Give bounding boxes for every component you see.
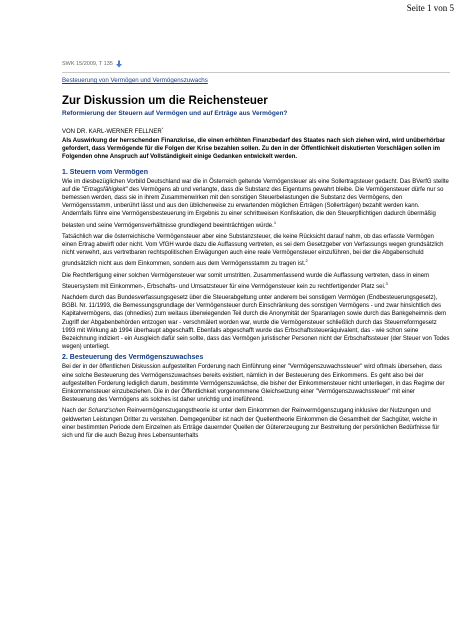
article-lead: Als Auswirkung der herrschenden Finanzkrise, die einen erhöhten Finanzbedarf des Staates nach sich ziehen wird, wird unüberhörbar gefordert, dass Vermögende für die Folgen der Krise bezahlen sollen. Zu den in der Öffentlichkeit diskutierten Vorschlägen sollen im Folgenden ohne Anspruch auf Vollständigkeit einige Gedanken entwickelt werden. (62, 138, 446, 161)
emphasis-text: "Ertragsfähigkeit" (81, 186, 128, 193)
paragraph (62, 233, 450, 269)
paragraph (62, 178, 450, 230)
paragraph (62, 272, 450, 291)
paragraph: Nachdem durch das Bundesverfassungsgesetz über die Steuerabgeltung unter anderem bei sonstigem Vermögen (Endbesteuerungsgesetz), BGBl. Nr. 11/1993, die Bemessungsgrundlage der Vermögensteuer durch Einschränkung des sonstigen Vermögens - und zwar hinsichtlich des Kapitalvermögens, das (ohnedies) zum weitaus überwiegenden Teil durch die Anonymität der Sparanlagen sowie durch das Bankgeheimnis dem Zugriff der Abgabenbehörden entzogen war - verschmälert worden war, wurde die Vermögensteuer schließlich durch das Steuerreformgesetz 1993 mit Wirkung ab 1994 überhaupt abgeschafft. Ebenfalls abgeschafft wurde das Erbschaftssteueräquivalent, das - wie schon seine Bezeichnung indiziert - ein Ausgleich dafür sein sollte, dass das Vermögen juristischer Personen nicht der Erbschaftssteuer (der Steuer von Todes wegen) unterliegt. (62, 295, 450, 351)
article-subtitle: Reformierung der Steuern auf Vermögen und auf Erträge aus Vermögen? (62, 110, 288, 117)
paragraph-text: Tatsächlich war die österreichische Vermögensteuer aber eine Substanzsteuer, die keine Rücksicht darauf nahm, ob das erfasste Vermögen einen Ertrag abwirft oder nicht. Vom VfGH wurde dazu die Auffassung vertreten, es sei dem Gesetzgeber von Verfassungs wegen grundsätzlich nicht verwehrt, aus vertretbaren rechtspolitischen Erwägungen auch eine reale Vermögensteuer einzuführen, bei der die Abgabenschuld grundsätzlich nicht aus dem Einkommen, sondern aus dem Vermögensstamm zu tragen ist. (62, 233, 444, 268)
reference-code: SWK 15/2009, T 135 (62, 61, 113, 67)
author-footnote-mark[interactable]: * (161, 126, 164, 131)
document-body (62, 60, 450, 443)
section-heading-2: 2. Besteuerung des Vermögenszuwachses (62, 354, 204, 362)
author-name: VON DR. KARL-WERNER FELLNER (62, 129, 162, 135)
article-title: Zur Diskussion um die Reichensteuer (62, 95, 268, 107)
author-line (62, 126, 450, 135)
download-arrow-icon[interactable] (115, 60, 123, 68)
reference-line (62, 60, 450, 68)
emphasis-text: Schanz'schen (88, 408, 126, 415)
paragraph-text: Die Rechtfertigung einer solchen Vermögensteuer war somit umstritten. Zusammenfassend wurde die Auffassung vertreten, dass in einem Steuersystem mit Einkommen-, Erbschafts- und Umsatzsteuer für eine Vermögensteuer kein zu rechtfertigender Platz sei. (62, 272, 430, 290)
page-number: Seite 1 von 5 (406, 3, 454, 13)
footnote-ref[interactable]: 2 (305, 258, 308, 264)
paragraph (62, 407, 450, 440)
divider (62, 72, 450, 73)
paragraph-text: des Vermögens ab und verlangte, dass die Substanz des Eigentums gewahrt bleibe. Die Vermögensteuer dürfe nur so bemessen werden, dass sie in ihrem Zusammenwirken mit den sonstigen Steuerbelastungen die Substanz des Vermögens, den Vermögensstamm, unberührt lässt und aus den üblicherweise zu erwartenden möglichen Erträgen (Sollerträgen) bezahlt werden kann. Andernfalls führe eine Vermögensbesteuerung im Ergebnis zu einer schrittweisen Konfiskation, die den Steuerpflichtigen dadurch übermäßig belasten und seine Vermögensverhältnisse grundlegend beeinträchtigen würde. (62, 186, 444, 229)
paragraph-text: Nach der (62, 408, 89, 415)
section-link[interactable]: Besteuerung von Vermögen und Vermögenszuwachs (62, 77, 208, 84)
paragraph: Bei der in der öffentlichen Diskussion aufgestellten Forderung nach Einführung einer "Vermögenszuwachssteuer" wird oftmals übersehen, dass eine solche Besteuerung des Vermögenszuwachses bereits existiert, nämlich in der Besteuerung des Einkommens. Es geht also bei der aufgestellten Forderung lediglich darum, bestimmte Vermögenszuwächse, die bisher der Einkommensteuer nicht unterliegen, in das Regime der Einkommensteuer einzubeziehen. Die in der Öffentlichkeit vorgenommene Gleichsetzung einer "Vermögenszuwachssteuer" mit einer Besteuerung des Vermögens als solches ist daher unrichtig und irreführend. (62, 364, 445, 404)
paragraph-text: Wie im diesbezüglichen Vorbild Deutschland war die in Österreich geltende Vermögensteuer als eine Sollertragsteuer gedacht. Das BVerfG stellte auf die (62, 178, 449, 193)
footnote-ref[interactable]: 1 (273, 219, 277, 225)
section-heading-1: 1. Steuern vom Vermögen (62, 168, 148, 176)
footnote-ref[interactable]: 3 (385, 280, 388, 286)
paragraph-text: Reinvermögenszugangstheorie ist unter dem Einkommen der Reinvermögenszugang inklusive der Nutzungen und geldwerten Leistungen Dritter zu verstehen. Demgegenüber ist nach der Quellentheorie Einkommen die Gesamtheit der Sachgüter, welche in einer bestimmten Periode dem Einzelnen als Erträge dauernder Quellen der Gütererzeugung zur Bestreitung der persönlichen Bedürfnisse für sich und für die auch Bezug ihres Lebensunterhalts (62, 408, 440, 440)
